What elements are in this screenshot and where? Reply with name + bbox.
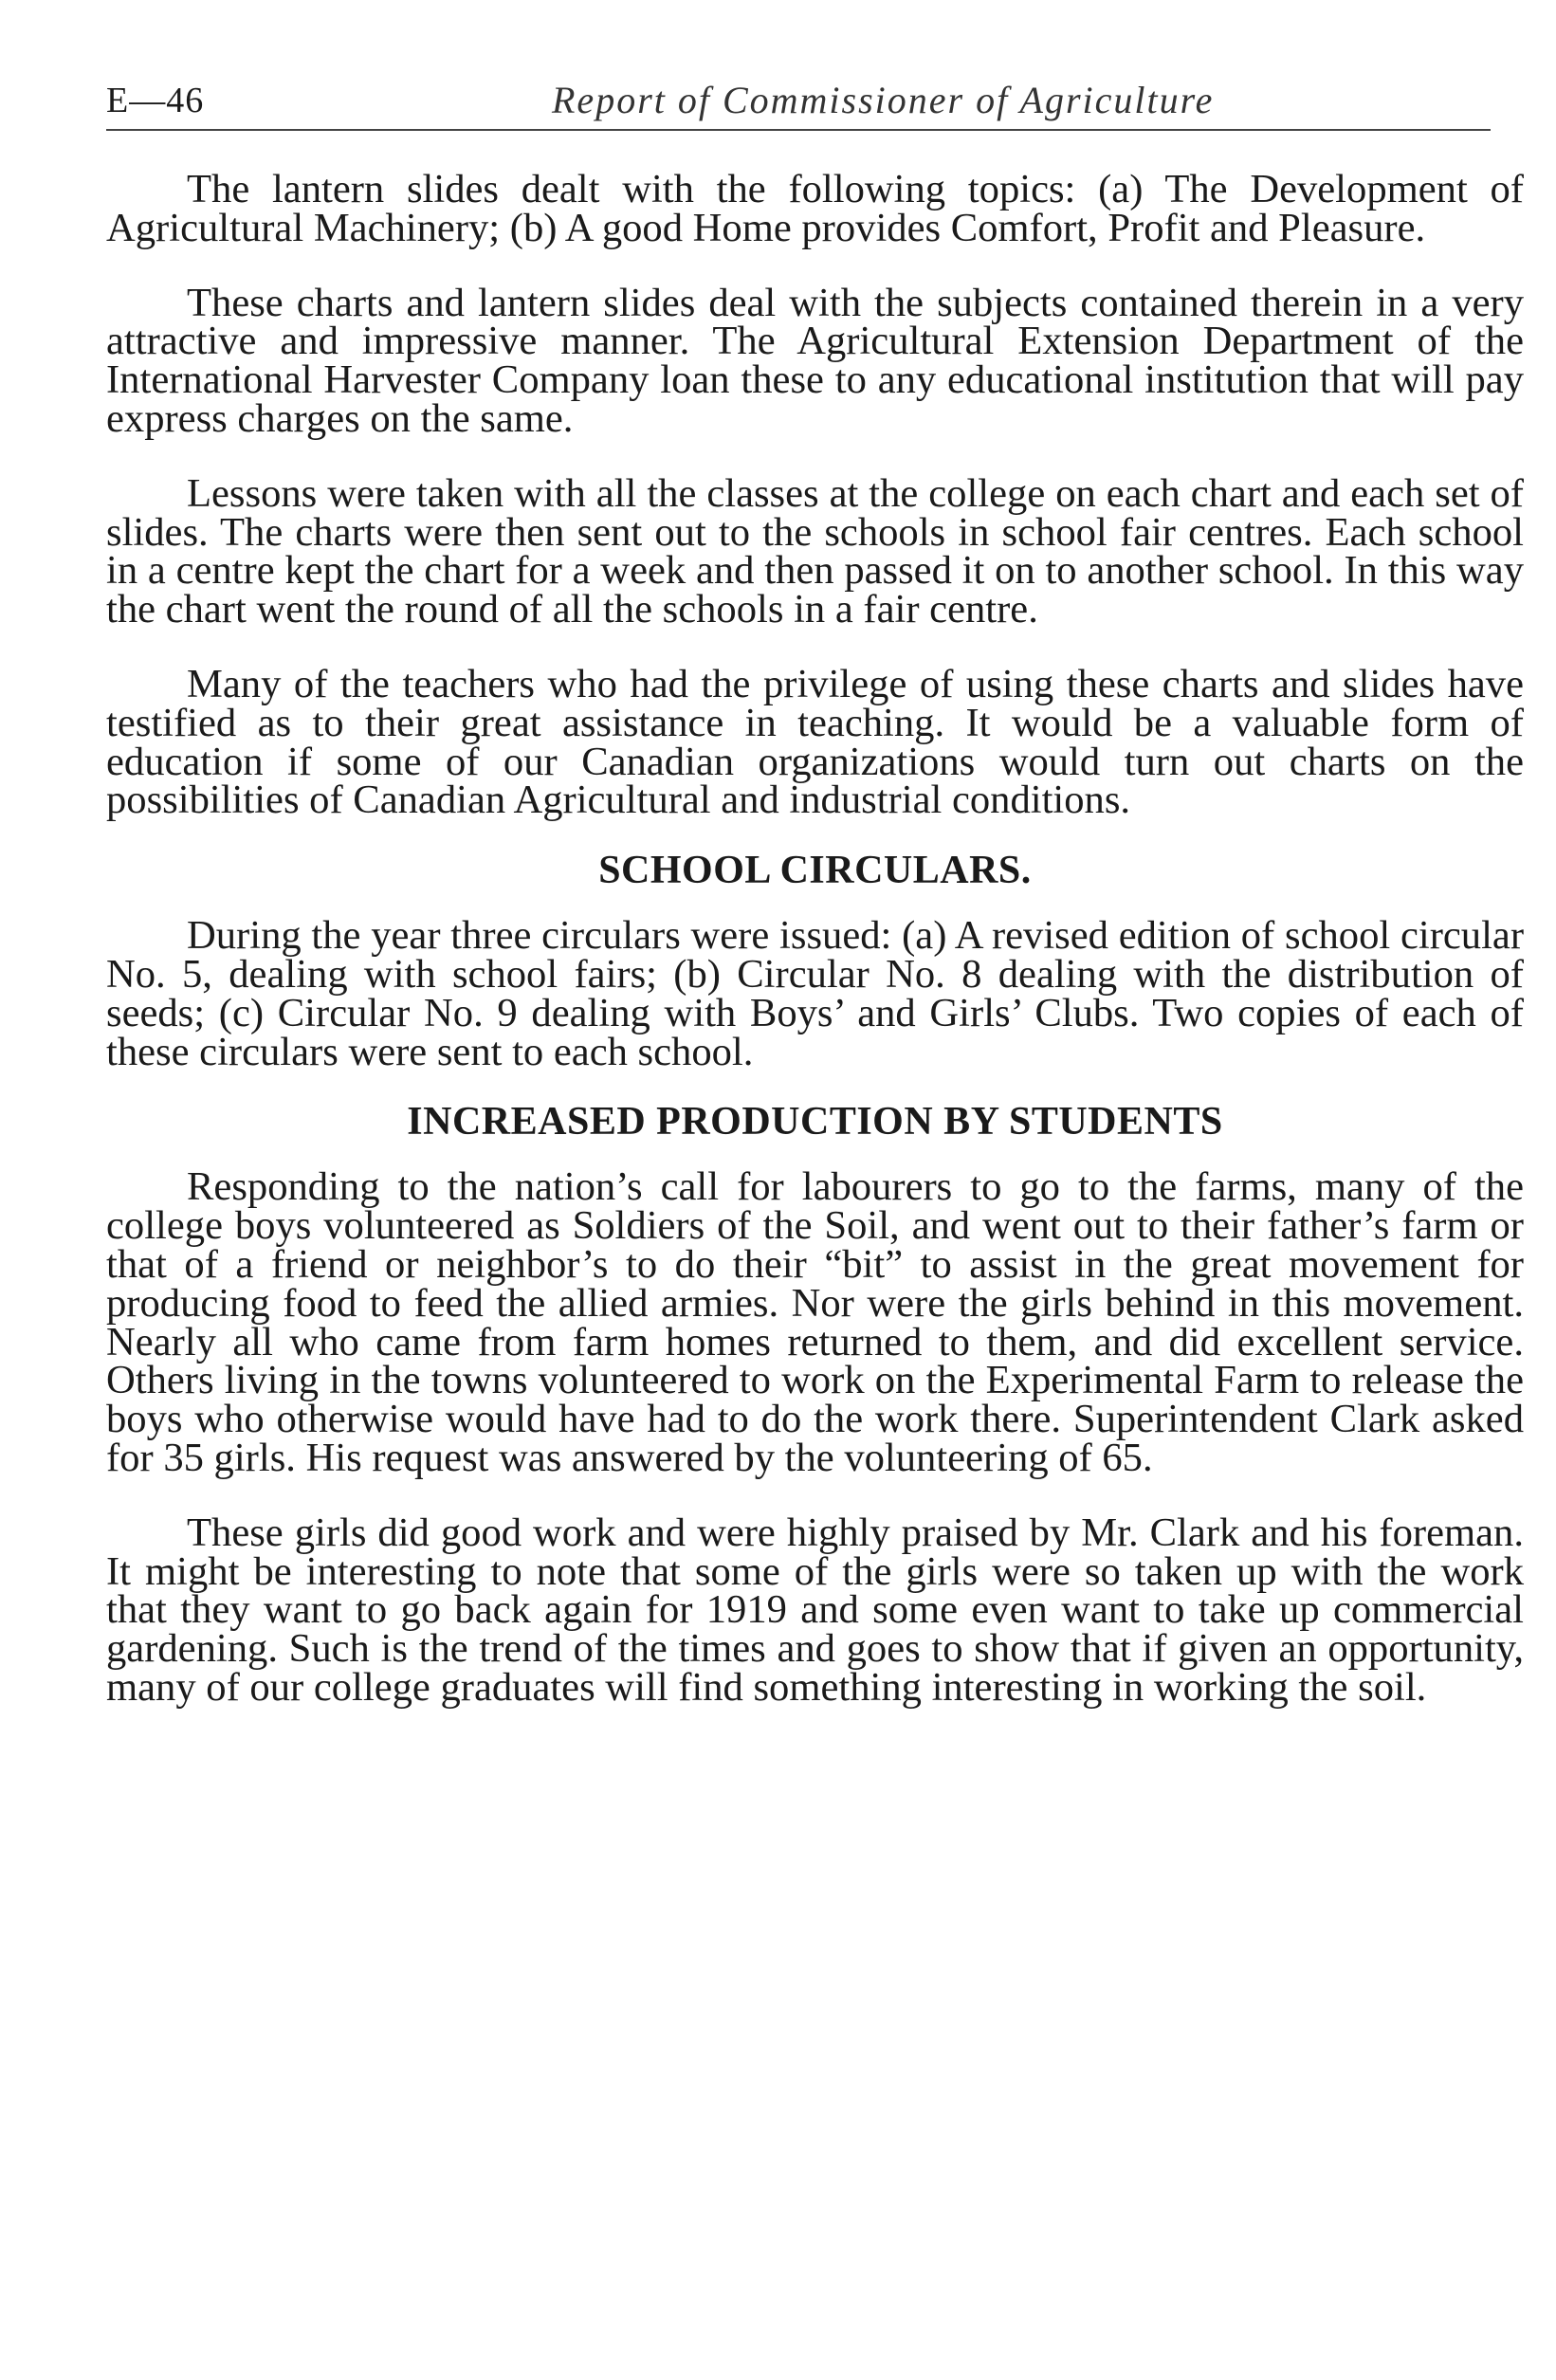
body-text bbox=[106, 167, 1524, 1744]
paragraph-increased-production-2: These girls did good work and were highly praised by Mr. Clark and his foreman. It might be interesting to note that some of the girls were so taken up with the work that they want to go back again for 1919 and some even want to take up commercial gardening. Such is the trend of the times and goes to show that if given an opportunity, many of our college graduates will find something interesting in working the soil. bbox=[106, 1510, 1524, 1710]
header-title: Report of Commissioner of Agriculture bbox=[552, 79, 1215, 121]
paragraph-increased-production-1: Responding to the nation’s call for labourers to go to the farms, many of the college boys volunteered as Soldiers of the Soil, and went out to their father’s farm or that of a friend or neighbor’s to do their “bit” to assist in the great movement for producing food to feed the allied armies. Nor were the girls behind in this movement. Nearly all who came from farm homes returned to them, and did excellent service. Others living in the towns volunteered to work on the Experimental Farm to release the boys who otherwise would have had to do the work there. Superintendent Clark asked for 35 girls. His request was answered by the volunteering of 65. bbox=[106, 1164, 1524, 1480]
heading-increased-production: INCREASED PRODUCTION BY STUDENTS bbox=[407, 1100, 1223, 1144]
running-header bbox=[106, 68, 1491, 131]
page-number: E—46 bbox=[106, 81, 205, 120]
paragraph-teachers: Many of the teachers who had the privilege of using these charts and slides have testified as to their great assistance in teaching. It would be a valuable form of education if some of our Canadian organizations would turn out charts on the possibilities of Canadian Agricultural and industrial conditions. bbox=[106, 661, 1524, 823]
paragraph-lessons: Lessons were taken with all the classes at the college on each chart and each set of slides. The charts were then sent out to the schools in school fair centres. Each school in a centre kept the chart for a week and then passed it on to another school. In this way the chart went the round of all the schools in a fair centre. bbox=[106, 470, 1524, 632]
paragraph-school-circulars: During the year three circulars were issued: (a) A revised edition of school circular No. 5, dealing with school fairs; (b) Circular No. 8 dealing with the distribution of seeds; (c) Circular No. 9 dealing with Boys’ and Girls’ Clubs. Two copies of each of these circulars were sent to each school. bbox=[106, 913, 1524, 1074]
heading-school-circulars: SCHOOL CIRCULARS. bbox=[598, 849, 1032, 893]
paragraph-lantern-slides: The lantern slides dealt with the following topics: (a) The Development of Agricultural Machinery; (b) A good Home provides Comfort, Profit and Pleasure. bbox=[106, 167, 1524, 250]
paragraph-charts-and-slides: These charts and lantern slides deal with the subjects contained therein in a very attractive and impressive manner. The Agricultural Extension Department of the International Harvester Company loan these to any educational institution that will pay express charges on the same. bbox=[106, 280, 1524, 441]
